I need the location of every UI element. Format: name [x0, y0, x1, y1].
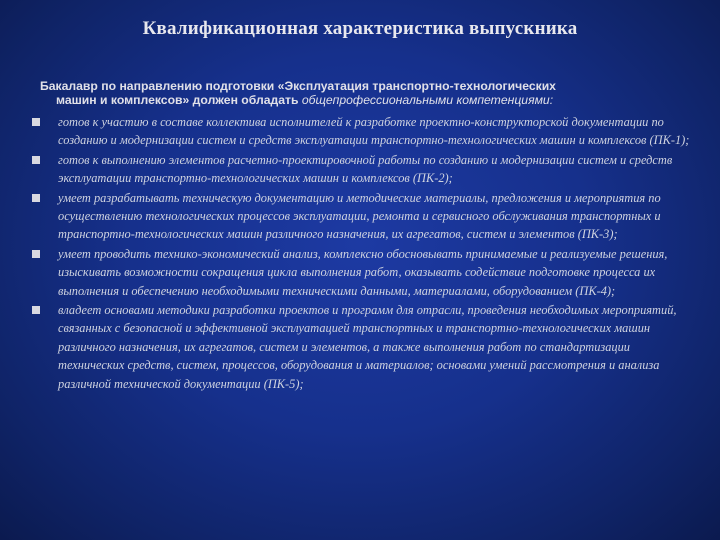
competency-item: [30, 113, 690, 150]
square-bullet-icon: [32, 194, 40, 202]
square-bullet-icon: [32, 156, 40, 164]
intro-line-2: [40, 93, 705, 107]
competency-text: умеет разрабатывать техническую документацию и методические материалы, предложения и мероприятия по осуществлению технологических процессов эксплуатации, ремонта и сервисного обслуживания транспортных и транспортно-технологических машин различного назначения, их агрегатов, систем и элементов (ПК-3);: [58, 190, 661, 242]
intro-line-1: Бакалавр по направлению подготовки «Эксплуатация транспортно-технологических: [40, 79, 556, 93]
competency-list: [30, 113, 690, 394]
intro-line-2-tail: общепрофессиональными компетенциями:: [301, 93, 554, 107]
square-bullet-icon: [32, 250, 40, 258]
square-bullet-icon: [32, 118, 40, 126]
competency-text: владеет основами методики разработки проектов и программ для отрасли, проведения необходимых мероприятий, связанных с безопасной и эффективной эксплуатацией транспортных и транспортно-технологических машин различного назначения, их агрегатов, систем и элементов, а также выполнения работ по стандартизации технических средств, систем, процессов, оборудования и материалов; основами умений рассмотрения и анализа различной технической документации (ПК-5);: [58, 303, 677, 391]
slide-title: Квалификационная характеристика выпускника: [142, 18, 578, 39]
intro-text: [40, 79, 705, 107]
competency-text: готов к выполнению элементов расчетно-проектировочной работы по созданию и модернизации систем и средств эксплуатации транспортно-технологических машин и комплексов (ПК-2);: [58, 152, 673, 186]
competency-text: умеет проводить технико-экономический анализ, комплексно обосновывать принимаемые и реализуемые решения, изыскивать возможности сокращения цикла выполнения работ, оказывать содействие подготовке процесса их выполнения и обеспечению необходимыми техническими данными, материалами, оборудованием (ПК-4);: [58, 246, 668, 298]
competency-item: [30, 245, 690, 300]
competency-item: [30, 151, 690, 188]
competency-item: [30, 301, 690, 393]
competency-item: [30, 189, 690, 244]
competency-text: готов к участию в составе коллектива исполнителей к разработке проектно-конструкторской документации по созданию и модернизации систем и средств эксплуатации транспортно-технологических машин и комплексов (ПК-1);: [58, 115, 690, 148]
intro-line-2-bold: машин и комплексов» должен обладать: [56, 93, 302, 107]
square-bullet-icon: [32, 306, 40, 314]
